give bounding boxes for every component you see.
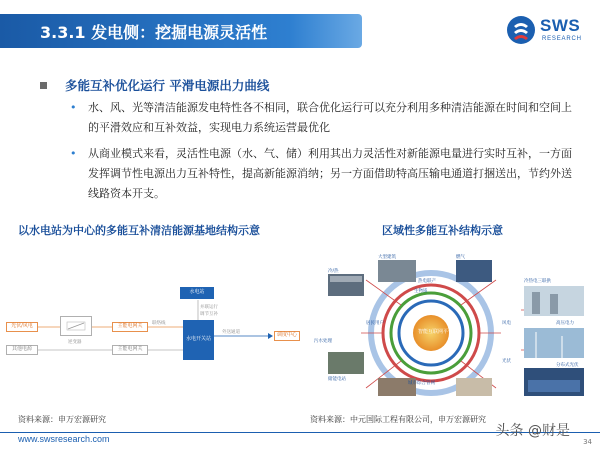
ring-label: 冷热电三联供 [524, 279, 551, 284]
thermal-node: 其他电源 [6, 345, 38, 355]
logo-text: SWS [540, 16, 581, 35]
ring-diagram [306, 240, 596, 400]
main-grid-node-1: 主能电网关 [112, 322, 148, 332]
watermark: 头条 @财是 [495, 423, 570, 439]
main-grid-node-2: 主能电网关 [112, 345, 148, 355]
inverter-node [60, 316, 92, 336]
label-parallel: 并联运行 [200, 305, 218, 310]
center-platform-label: 智能互联网平台 [418, 329, 454, 335]
inverter-label: 逆变器 [68, 340, 82, 345]
bullet-dot-icon: • [70, 147, 77, 160]
label-export: 外送通道 [222, 330, 240, 335]
footer-url[interactable]: www.swsresearch.com [18, 434, 110, 444]
figure-left-title: 以水电站为中心的多能互补清洁能源基地结构示意 [18, 224, 260, 237]
square-bullet-icon [40, 82, 47, 89]
slide-title: 3.3.1 发电侧：挖掘电源灵活性 [40, 23, 268, 42]
figure-right-title: 区域性多能互补结构示意 [382, 224, 503, 237]
ring-label: 分布式光伏 [556, 363, 579, 368]
inverter-icon [66, 321, 86, 331]
ring-label: 城市综合管网 [408, 381, 435, 386]
regional-multi-energy-diagram [306, 240, 596, 400]
page-number: 34 [583, 438, 592, 446]
bullet-dot-icon: • [70, 101, 77, 114]
sws-logo [506, 14, 586, 48]
ring-label: 储能电站 [328, 377, 346, 382]
dispatch-center-node: 调度中心 [274, 331, 300, 341]
slide-header [0, 0, 600, 62]
hydro-centered-diagram [0, 240, 300, 400]
section-heading [40, 76, 269, 94]
ring-label: 污水处理 [314, 339, 332, 344]
bullet-text: 水、风、光等清洁能源发电特性各不相同，联合优化运行可以充分利用多种清洁能源在时间和空间上的平滑效应和互补效益，实现电力系统运营最优化 [88, 101, 572, 134]
ring-label: 高压电力 [556, 321, 574, 326]
logo-subtext: RESEARCH [542, 36, 582, 42]
bullet-text: 从商业模式来看，灵活性电源（水、气、储）利用其出力灵活性对新能源电量进行实时互补，一方面发挥调节性电源出力互补特性，提高新能源消纳；另一方面借助特高压输电通道打捆送出，节约外送线路资本开支。 [88, 147, 572, 200]
section-title: 多能互补优化运行 平滑电源出力曲线 [65, 78, 270, 93]
ring-label: 热电联产 [418, 279, 436, 284]
ring-label: 燃气 [456, 255, 465, 260]
hydro-station-node: 水电站 [180, 287, 214, 299]
ring-label: 光伏 [502, 359, 511, 364]
diagram-connectors [0, 240, 300, 400]
figure-right-source: 资料来源：中元国际工程有限公司，申万宏源研究 [310, 415, 486, 424]
bullet-item [70, 98, 578, 138]
ring-label: 风电 [502, 321, 511, 326]
label-interconnect: 联络线 [152, 321, 166, 326]
sws-logo-icon [506, 15, 536, 45]
ring-label: 生物质 [414, 289, 428, 294]
ring-label: 冷/热 [328, 269, 339, 274]
hydro-switch-station-node: 水电开关站 [183, 320, 214, 360]
figure-left-source: 资料来源：申万宏源研究 [18, 415, 106, 424]
ring-label: 大型建筑 [378, 255, 396, 260]
label-regulation: 调节互补 [200, 312, 218, 317]
wind-solar-node: 光伏/风电 [6, 322, 38, 332]
ring-label: 居民用户 [366, 321, 384, 326]
bullet-list [70, 98, 578, 210]
bullet-item [70, 144, 578, 204]
